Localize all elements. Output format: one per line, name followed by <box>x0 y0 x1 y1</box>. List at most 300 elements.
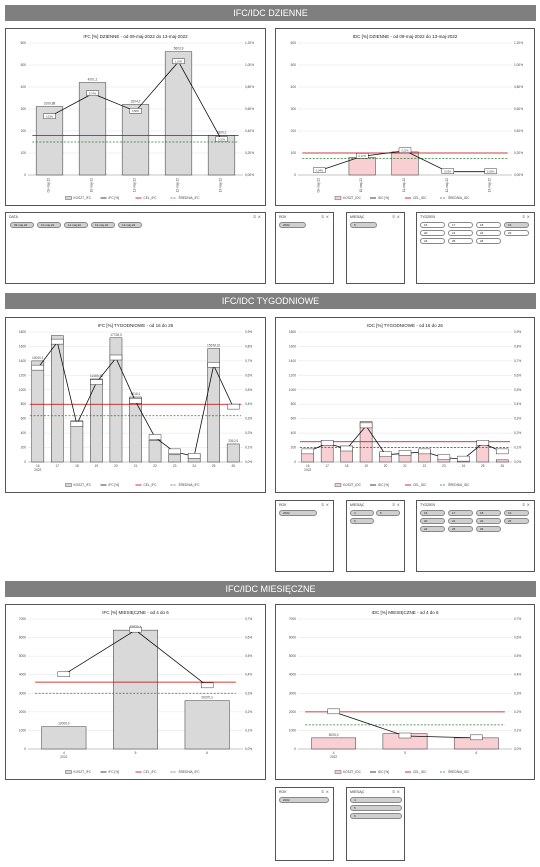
bar-label: 3204,2 <box>130 99 141 104</box>
slicer-item[interactable]: 18 <box>476 222 501 228</box>
slicer-item[interactable]: 21 <box>448 230 473 236</box>
y-tick-label: 1400 <box>18 358 26 363</box>
legend-label: ŚREDNIA_IFC <box>178 196 200 200</box>
filter-clear-icon[interactable]: ⚟ ⨯ <box>391 214 400 219</box>
bar <box>79 83 106 175</box>
y2-tick-label: 0,6% <box>514 373 522 378</box>
slicer-item[interactable]: 23 <box>504 518 529 524</box>
y2-tick-label: 0,20% <box>514 151 524 155</box>
point-marker <box>71 421 83 426</box>
legend-label: CEL_IDC <box>413 770 427 774</box>
x-year-label: 2022 <box>304 468 312 472</box>
legend-label: ŚREDNIA_IDC <box>448 483 470 487</box>
x-tick-label: 5 <box>404 751 406 755</box>
point-marker <box>341 446 353 451</box>
y2-tick-label: 0,7% <box>245 617 253 621</box>
slicer-item[interactable]: 6 <box>350 813 402 819</box>
point-marker <box>169 449 181 454</box>
y2-tick-label: 0,9% <box>245 330 253 334</box>
y2-tick-label: 0,9% <box>514 330 522 334</box>
y-tick-label: 200 <box>290 129 296 133</box>
y2-tick-label: 0,4% <box>514 402 522 407</box>
y2-tick-label: 0,5% <box>245 387 253 392</box>
legend-label: KOSZT_IFC <box>73 483 92 487</box>
point-marker <box>399 450 411 455</box>
slicer-item[interactable]: 5 <box>376 510 400 516</box>
y-tick-label: 0 <box>24 747 26 751</box>
y2-tick-label: 0,2% <box>514 431 522 436</box>
slicer-item[interactable]: 24 <box>420 238 445 244</box>
slicer-title: TYDZIEŃ <box>420 503 435 507</box>
chart-idc-monthly[interactable] <box>275 604 535 780</box>
y2-tick-label: 0,1% <box>245 445 253 450</box>
chart-svg <box>276 318 534 492</box>
y2-tick-label: 0,3% <box>514 691 522 696</box>
slicer-item[interactable]: 16 <box>420 222 445 228</box>
chart-title: IFC [%] DZIENNE - od 09-maj-2022 do 13-maj-2022 <box>83 34 188 39</box>
bar-label: 15678,31 <box>207 343 221 348</box>
slicer-item[interactable]: 24 <box>420 526 445 532</box>
y-tick-label: 600 <box>290 41 296 45</box>
point-marker <box>201 683 213 688</box>
point-marker <box>110 355 122 360</box>
y2-tick-label: 0,6% <box>514 635 522 640</box>
y-tick-label: 600 <box>290 416 296 421</box>
slicer-tydzien-daily[interactable] <box>416 212 535 284</box>
x-tick-label: 6 <box>206 751 209 755</box>
x-tick-label: 25 <box>211 464 216 468</box>
chart-ifc-monthly[interactable] <box>5 604 266 780</box>
bar-label: 6025,0 <box>328 732 339 737</box>
point-marker <box>90 380 102 385</box>
y-tick-label: 0 <box>24 173 26 177</box>
chart-idc-daily[interactable] <box>275 28 535 206</box>
slicer-miesiac-monthly[interactable] <box>346 787 405 861</box>
y2-tick-label: 0,2% <box>245 709 253 714</box>
x-tick-label: 18 <box>75 464 79 468</box>
y-tick-label: 0 <box>294 173 296 177</box>
point-marker <box>496 449 508 454</box>
legend-label: KOSZT_IDC <box>343 196 361 200</box>
legend-label: KOSZT_IFC <box>73 196 92 200</box>
point-marker <box>227 404 239 409</box>
point-marker <box>399 733 411 738</box>
y-tick-label: 500 <box>20 63 26 67</box>
x-tick-label: 25 <box>481 464 485 468</box>
y2-tick-label: 0,0% <box>514 460 522 464</box>
slicer-rok[interactable] <box>275 212 334 284</box>
y2-tick-label: 0,7% <box>514 358 522 363</box>
x-tick-label: 12-maj-22 <box>444 178 449 193</box>
legend-label: IDC [%] <box>378 483 389 487</box>
chart-title: IDC [%] MIESIĘCZNE - od 4 do 6 <box>371 610 439 615</box>
chart-title: IDC [%] TYGODNIOWE - od 16 do 26 <box>367 323 443 328</box>
point-label: 0,04% <box>315 169 324 173</box>
point-marker <box>149 434 161 439</box>
point-label: 0,03% <box>486 170 495 174</box>
legend-label: CEL_IFC <box>143 196 157 200</box>
y2-tick-label: 0,5% <box>514 654 522 659</box>
slicer-rok-monthly[interactable] <box>275 787 334 861</box>
section-header-daily: IFC/IDC DZIENNE <box>5 5 536 21</box>
x-tick-label: 11-maj-22 <box>132 178 137 193</box>
slicer-item[interactable]: 22 <box>476 518 501 524</box>
y-tick-label: 7000 <box>288 617 296 621</box>
y2-tick-label: 0,80% <box>514 85 524 89</box>
slicer-item[interactable]: 17 <box>448 510 473 516</box>
y-tick-label: 600 <box>20 416 26 421</box>
point-marker <box>470 735 482 740</box>
y2-tick-label: 0,40% <box>245 129 255 133</box>
slicer-item[interactable]: 2022 <box>279 510 317 516</box>
bar-label: 14000,1 <box>32 355 44 360</box>
slicer-item[interactable]: 18 <box>476 510 501 516</box>
x-tick-label: 4 <box>332 751 335 755</box>
bar-label: 4201,1 <box>87 77 98 82</box>
bar-label: 12000,0 <box>58 721 70 726</box>
y-tick-label: 1400 <box>288 358 296 363</box>
slicer-item[interactable]: 4 <box>350 510 374 516</box>
y2-tick-label: 0,8% <box>245 344 253 349</box>
y-tick-label: 1800 <box>18 330 26 334</box>
point-marker <box>360 423 372 428</box>
y2-tick-label: 0,00% <box>514 173 524 177</box>
point-marker <box>208 362 220 367</box>
filter-clear-icon[interactable]: ⚟ ⨯ <box>391 789 400 794</box>
slicer-item[interactable]: 19 <box>504 510 529 516</box>
bar-label: 11469,35 <box>89 373 103 378</box>
x-tick-label: 24 <box>192 464 196 468</box>
y-tick-label: 1000 <box>288 728 296 733</box>
point-label: 0,32% <box>217 138 226 142</box>
legend-label: ŚREDNIA_IDC <box>448 196 470 200</box>
y-tick-label: 7000 <box>18 617 26 621</box>
bar <box>122 105 149 175</box>
legend-label: IFC [%] <box>108 196 120 200</box>
bar <box>349 157 376 175</box>
y2-tick-label: 0,80% <box>245 85 255 89</box>
y2-tick-label: 0,0% <box>514 747 522 751</box>
slicer-item[interactable]: 17 <box>448 222 473 228</box>
slicer-item[interactable]: 16 <box>420 510 445 516</box>
bar <box>312 738 356 749</box>
y-tick-label: 1000 <box>288 387 296 392</box>
slicer-item[interactable]: 4 <box>350 797 402 803</box>
slicer-item[interactable]: 23 <box>504 230 529 236</box>
legend-label: KOSZT_IDC <box>343 770 361 774</box>
slicer-item[interactable]: 19 <box>504 222 529 228</box>
filter-clear-icon[interactable]: ⚟ ⨯ <box>521 214 530 219</box>
x-tick-label: 20 <box>114 464 118 468</box>
filter-clear-icon[interactable]: ⚟ ⨯ <box>320 214 329 219</box>
chart-ifc-daily[interactable] <box>5 28 266 206</box>
legend-label: KOSZT_IDC <box>343 483 361 487</box>
x-tick-label: 26 <box>231 464 236 468</box>
x-year-label: 2022 <box>330 755 338 759</box>
slicer-title: MIESIĄC <box>350 215 365 219</box>
slicer-item[interactable]: 5 <box>350 805 402 811</box>
y2-tick-label: 0,6% <box>245 635 253 640</box>
point-label: 0,22% <box>401 149 409 153</box>
legend-swatch <box>66 771 72 774</box>
point-marker <box>380 452 392 457</box>
x-tick-label: 21 <box>403 464 407 468</box>
y-tick-label: 800 <box>290 402 296 407</box>
chart-svg <box>276 605 534 779</box>
slicer-tydzien-weekly[interactable] <box>416 500 535 572</box>
x-tick-label: 19 <box>94 464 99 468</box>
x-tick-label: 22 <box>422 464 427 468</box>
y2-tick-label: 0,1% <box>514 445 522 450</box>
slicer-title: DATA <box>9 215 18 219</box>
x-tick-label: 23 <box>172 464 177 468</box>
chart-svg <box>6 29 265 205</box>
legend-swatch <box>335 197 341 200</box>
slicer-title: ROK <box>279 215 287 219</box>
x-tick-label: 10-maj-22 <box>89 178 94 193</box>
slicer-grid <box>420 510 533 540</box>
bar <box>169 455 181 462</box>
y2-tick-label: 0,60% <box>514 107 524 111</box>
filter-clear-icon[interactable]: ⚟ ⨯ <box>391 502 400 507</box>
legend-label: CEL_IDC <box>413 196 427 200</box>
y-tick-label: 5000 <box>288 654 296 659</box>
bar <box>42 727 86 749</box>
slicer-item[interactable]: 2022 <box>279 797 329 803</box>
chart-svg <box>6 318 265 492</box>
y-tick-label: 400 <box>20 431 26 436</box>
chart-svg <box>276 29 534 205</box>
bar <box>302 453 314 462</box>
x-tick-label: 19 <box>364 464 368 468</box>
point-marker <box>188 453 200 458</box>
y2-tick-label: 0,40% <box>514 129 524 133</box>
y-tick-label: 100 <box>290 151 296 155</box>
slicer-item[interactable]: 22 <box>476 230 501 236</box>
x-tick-label: 17 <box>55 464 60 468</box>
y2-tick-label: 0,60% <box>245 107 255 111</box>
slicer-item[interactable]: 21 <box>448 518 473 524</box>
legend-label: CEL_IFC <box>143 770 157 774</box>
filter-clear-icon[interactable]: ⚟ ⨯ <box>521 502 530 507</box>
y2-tick-label: 0,7% <box>245 358 253 363</box>
chart-title: IFC [%] TYGODNIOWE - od 16 do 26 <box>97 323 174 328</box>
y-tick-label: 1000 <box>18 387 26 392</box>
x-tick-label: 13-maj-22 <box>487 178 492 193</box>
point-label: 0,58% <box>131 110 140 113</box>
legend-swatch <box>335 771 341 774</box>
y-tick-label: 0 <box>294 460 296 464</box>
x-tick-label: 16 <box>305 464 310 468</box>
y2-tick-label: 0,5% <box>245 654 253 659</box>
y-tick-label: 6000 <box>288 635 296 640</box>
point-marker <box>51 339 63 344</box>
y-tick-label: 400 <box>20 85 26 89</box>
y-tick-label: 500 <box>290 63 296 67</box>
y2-tick-label: 0,5% <box>514 387 522 392</box>
slicer-title: ROK <box>279 790 287 794</box>
bar <box>113 630 157 749</box>
x-tick-label: 12-maj-22 <box>175 178 180 193</box>
y-tick-label: 300 <box>290 107 296 111</box>
legend-swatch <box>335 484 341 487</box>
x-tick-label: 09-maj-22 <box>316 178 321 193</box>
y-tick-label: 2000 <box>288 709 296 714</box>
y2-tick-label: 0,20% <box>245 151 255 155</box>
bar-label: 2510,5 <box>228 438 239 443</box>
y2-tick-label: 0,2% <box>245 431 253 436</box>
y-tick-label: 3000 <box>18 691 26 696</box>
y-tick-label: 400 <box>290 431 296 436</box>
point-marker <box>321 440 333 445</box>
y-tick-label: 400 <box>290 85 296 89</box>
filter-clear-icon[interactable]: ⚟ ⨯ <box>252 214 261 219</box>
slicer-rok-weekly[interactable] <box>275 500 334 572</box>
point-label: 0,53% <box>45 115 54 119</box>
y2-tick-label: 0,2% <box>514 709 522 714</box>
y-tick-label: 1800 <box>288 330 296 334</box>
y2-tick-label: 0,4% <box>245 402 253 407</box>
legend-label: ŚREDNIA_IFC <box>178 483 200 487</box>
slicer-item[interactable]: 11.maj.22 <box>64 222 88 228</box>
section-header-monthly: IFC/IDC MIESIĘCZNE <box>5 581 536 597</box>
slicer-item[interactable]: 2022 <box>279 222 306 228</box>
x-tick-label: 26 <box>500 464 505 468</box>
slicer-title: ROK <box>279 503 287 507</box>
bar-label: 5603,9 <box>173 46 184 51</box>
x-tick-label: 09-maj-22 <box>46 178 51 193</box>
slicer-item[interactable]: 26 <box>476 238 501 244</box>
slicer-item[interactable]: 5 <box>350 222 377 228</box>
slicer-item[interactable]: 12.maj.22 <box>91 222 115 228</box>
y-tick-label: 1200 <box>288 373 296 378</box>
bar-label: 1800,2 <box>216 130 227 135</box>
point-marker <box>418 449 430 454</box>
x-tick-label: 16 <box>35 464 40 468</box>
slicer-item[interactable]: 25 <box>448 238 473 244</box>
y2-tick-label: 0,00% <box>245 173 255 177</box>
x-tick-label: 21 <box>133 464 138 468</box>
slicer-item[interactable]: 6 <box>350 518 374 524</box>
point-marker <box>130 627 142 632</box>
y2-tick-label: 0,3% <box>245 416 253 421</box>
legend-label: CEL_IFC <box>143 483 157 487</box>
filter-clear-icon[interactable]: ⚟ ⨯ <box>320 789 329 794</box>
y-tick-label: 3000 <box>288 691 296 696</box>
y2-tick-label: 0,4% <box>514 672 522 677</box>
legend-label: IFC [%] <box>108 483 120 487</box>
slicer-item[interactable]: 09.maj.22 <box>10 222 34 228</box>
slicer-item[interactable]: 20 <box>420 230 445 236</box>
bar-label: 26370,1 <box>201 695 213 700</box>
y2-tick-label: 1,00% <box>514 63 524 67</box>
chart-ifc-weekly[interactable] <box>5 317 266 493</box>
slicer-miesiac-weekly[interactable] <box>346 500 405 572</box>
filter-clear-icon[interactable]: ⚟ ⨯ <box>320 502 329 507</box>
chart-idc-weekly[interactable] <box>275 317 535 493</box>
legend-label: IDC [%] <box>378 196 389 200</box>
slicer-item[interactable]: 13.maj.22 <box>118 222 142 228</box>
point-marker <box>58 672 70 677</box>
point-label: 0,17% <box>358 155 366 159</box>
y2-tick-label: 1,20% <box>245 41 255 45</box>
slicer-item[interactable]: 26 <box>476 526 501 532</box>
x-tick-label: 10-maj-22 <box>359 178 364 193</box>
legend-label: KOSZT_IFC <box>73 770 92 774</box>
x-tick-label: 20 <box>383 464 388 468</box>
point-label: 0,03% <box>444 170 452 174</box>
y-tick-label: 600 <box>20 41 26 45</box>
y-tick-label: 4000 <box>18 672 26 677</box>
point-marker <box>302 449 314 454</box>
y2-tick-label: 1,00% <box>245 63 255 67</box>
y-tick-label: 1200 <box>18 373 26 378</box>
y2-tick-label: 0,0% <box>245 747 253 751</box>
bar <box>51 336 63 462</box>
bar <box>185 701 229 749</box>
x-tick-label: 24 <box>461 464 466 468</box>
legend-label: IDC [%] <box>378 770 389 774</box>
bar-label: 17728,3 <box>110 332 122 337</box>
point-label: 1,03% <box>174 60 183 64</box>
y-tick-label: 6000 <box>18 635 26 640</box>
y-tick-label: 100 <box>20 151 26 155</box>
bar <box>227 444 239 462</box>
x-tick-label: 22 <box>153 464 157 468</box>
y2-tick-label: 0,1% <box>245 728 253 733</box>
slicer-item[interactable]: 20 <box>420 518 445 524</box>
legend-swatch <box>66 484 72 487</box>
bar <box>71 421 83 462</box>
slicer-item[interactable]: 25 <box>448 526 473 532</box>
y2-tick-label: 0,4% <box>245 672 253 677</box>
point-marker <box>130 398 142 403</box>
y2-tick-label: 0,3% <box>245 691 253 696</box>
point-marker <box>457 456 469 461</box>
point-label: 0,74% <box>88 92 97 96</box>
x-tick-label: 5 <box>134 751 137 755</box>
y-tick-label: 200 <box>20 445 26 450</box>
slicer-item[interactable]: 10.maj.22 <box>37 222 61 228</box>
chart-svg <box>6 605 265 779</box>
bar <box>32 361 44 462</box>
point-marker <box>32 365 44 370</box>
slicer-miesiac-daily[interactable] <box>346 212 405 284</box>
chart-title: IFC [%] MIESIĘCZNE - od 4 do 6 <box>102 610 169 615</box>
legend-label: ŚREDNIA_IFC <box>178 770 200 774</box>
y-tick-label: 1000 <box>18 728 26 733</box>
bar <box>149 440 161 462</box>
x-tick-label: 13-maj-22 <box>218 178 223 193</box>
bar <box>496 460 508 462</box>
y2-tick-label: 0,0% <box>245 460 253 464</box>
x-year-label: 2022 <box>34 468 42 472</box>
y-tick-label: 0 <box>294 747 296 751</box>
y-tick-label: 200 <box>290 445 296 450</box>
legend-label: ŚREDNIA_IDC <box>448 770 470 774</box>
point-marker <box>438 455 450 460</box>
slicer-data[interactable] <box>5 212 266 284</box>
x-tick-label: 18 <box>344 464 349 468</box>
point-marker <box>477 440 489 445</box>
y-tick-label: 200 <box>20 129 26 133</box>
slicer-grid <box>420 222 533 252</box>
chart-title: IDC [%] DZIENNE - od 09-maj-2022 do 13-maj-2022 <box>352 34 458 39</box>
legend-label: IFC [%] <box>108 770 120 774</box>
x-tick-label: 4 <box>62 751 65 755</box>
slicer-title: TYDZIEŃ <box>420 215 435 219</box>
y-tick-label: 0 <box>24 460 26 464</box>
